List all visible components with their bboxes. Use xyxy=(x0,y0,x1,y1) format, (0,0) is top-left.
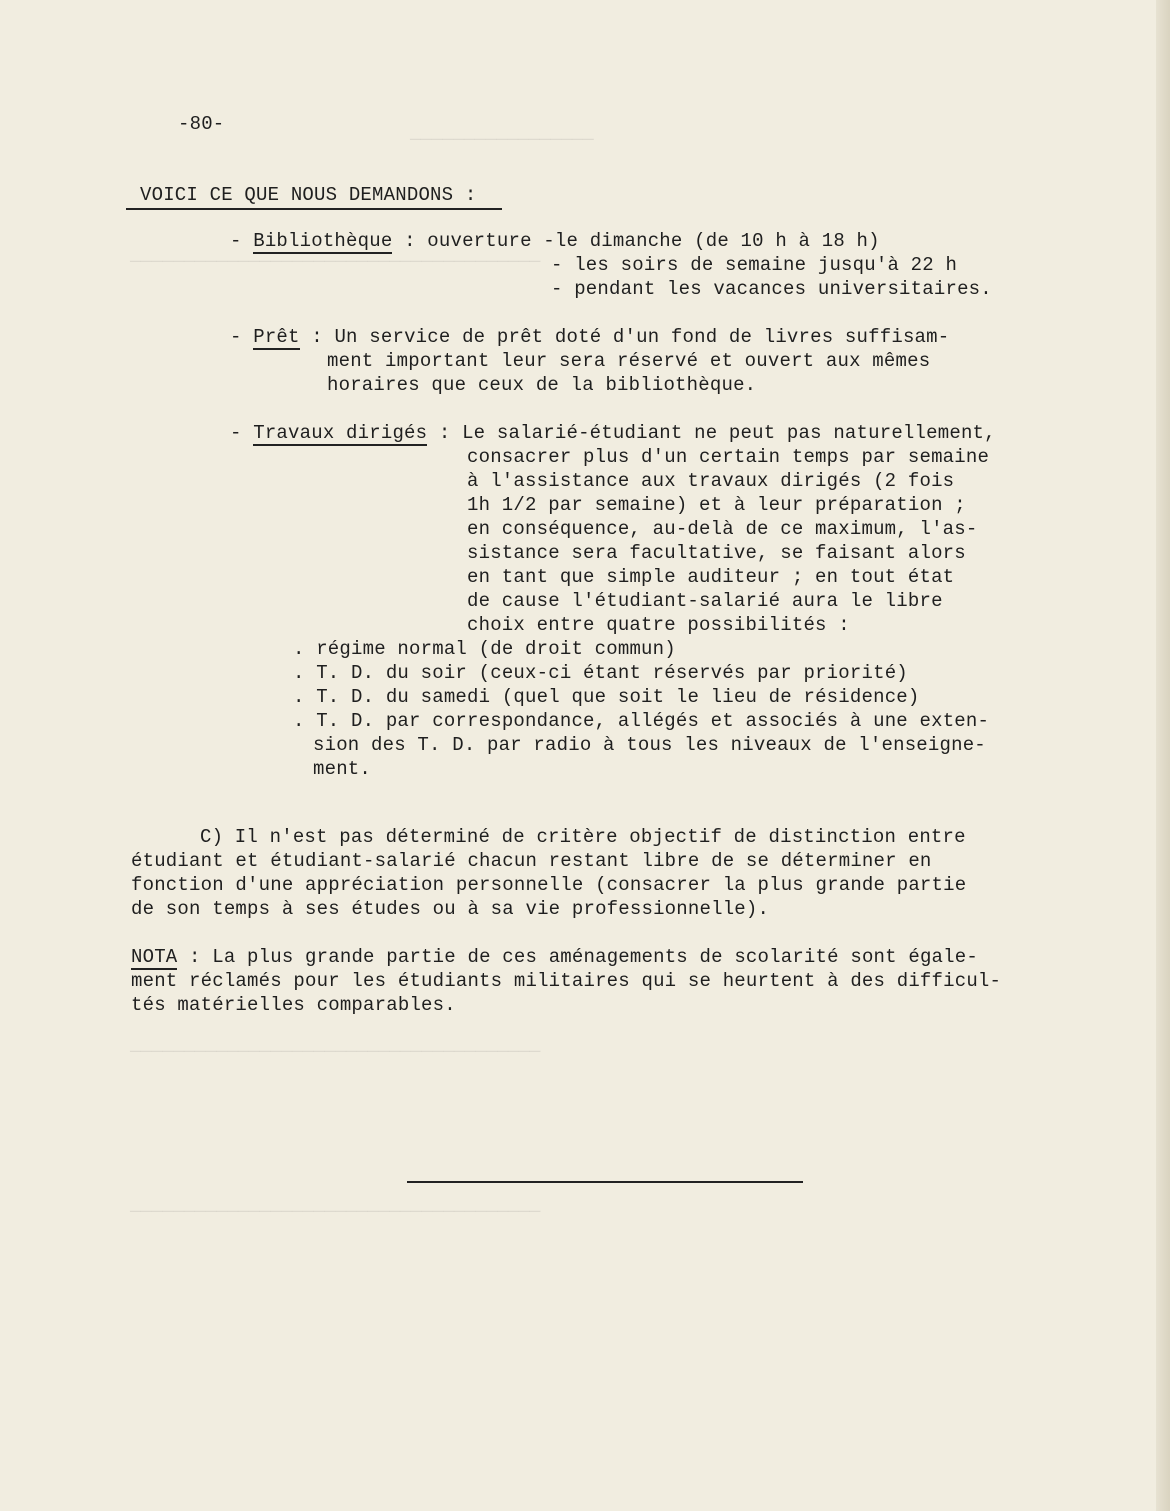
travaux-line: à l'assistance aux travaux dirigés (2 fois xyxy=(467,470,955,492)
show-through-text: —————————————————————————————————————— xyxy=(130,252,541,272)
paragraph-c-line: étudiant et étudiant-salarié chacun restant libre de se déterminer en xyxy=(131,850,932,872)
option-continuation: ment. xyxy=(313,758,372,780)
nota-item xyxy=(131,945,978,969)
option-item: . régime normal (de droit commun) xyxy=(293,638,676,660)
bibliotheque-line: - les soirs de semaine jusqu'à 22 h xyxy=(551,254,958,276)
travaux-line: : Le salarié-étudiant ne peut pas naturellement, xyxy=(438,422,996,444)
paragraph-c-line: de son temps à ses études ou à sa vie professionnelle). xyxy=(131,898,770,920)
bibliotheque-item xyxy=(230,229,880,253)
option-item: . T. D. par correspondance, allégés et associés à une exten- xyxy=(293,710,990,732)
page-heading: VOICI CE QUE NOUS DEMANDONS : xyxy=(140,184,477,206)
travaux-line: 1h 1/2 par semaine) et à leur préparation ; xyxy=(467,494,966,516)
travaux-line: de cause l'étudiant-salarié aura le libre xyxy=(467,590,943,612)
dash: - xyxy=(230,326,254,348)
option-item: . T. D. du soir (ceux-ci étant réservés par priorité) xyxy=(293,662,908,684)
option-item: . T. D. du samedi (quel que soit le lieu de résidence) xyxy=(293,686,920,708)
travaux-line: choix entre quatre possibilités : xyxy=(467,614,850,636)
nota-label: NOTA xyxy=(131,946,178,968)
travaux-line: sistance sera facultative, se faisant alors xyxy=(467,542,966,564)
page-number: -80- xyxy=(178,113,225,135)
dash: - xyxy=(230,422,254,444)
travaux-line: en conséquence, au-delà de ce maximum, l'as- xyxy=(467,518,978,540)
bibliotheque-label: Bibliothèque xyxy=(253,230,393,252)
pret-item xyxy=(230,325,949,349)
travaux-line: consacrer plus d'un certain temps par semaine xyxy=(467,446,990,468)
pret-line: horaires que ceux de la bibliothèque. xyxy=(327,374,757,396)
show-through-text: ————————————————— xyxy=(410,130,594,150)
nota-line: ment réclamés pour les étudiants militaires qui se heurtent à des difficul- xyxy=(131,970,1002,992)
pret-label: Prêt xyxy=(253,326,300,348)
closing-rule xyxy=(407,1181,803,1183)
bibliotheque-line: - pendant les vacances universitaires. xyxy=(551,278,992,300)
page-edge xyxy=(1156,0,1170,1511)
paragraph-c-line: fonction d'une appréciation personnelle (consacrer la plus grande partie xyxy=(131,874,967,896)
paragraph-c-line: C) Il n'est pas déterminé de critère objectif de distinction entre xyxy=(200,826,966,848)
pret-line: ment important leur sera réservé et ouvert aux mêmes xyxy=(327,350,931,372)
bibliotheque-line: : ouverture -le dimanche (de 10 h à 18 h) xyxy=(404,230,880,252)
travaux-label: Travaux dirigés xyxy=(253,422,428,444)
travaux-line: en tant que simple auditeur ; en tout état xyxy=(467,566,955,588)
pret-line: : Un service de prêt doté d'un fond de livres suffisam- xyxy=(311,326,950,348)
nota-line: : La plus grande partie de ces aménagements de scolarité sont égale- xyxy=(189,946,978,968)
option-continuation: sion des T. D. par radio à tous les niveaux de l'enseigne- xyxy=(313,734,986,756)
dash: - xyxy=(230,230,254,252)
show-through-text: —————————————————————————————————————— xyxy=(130,1202,541,1222)
nota-line: tés matérielles comparables. xyxy=(131,994,456,1016)
heading-underline xyxy=(126,208,502,210)
show-through-text: —————————————————————————————————————— xyxy=(130,1042,541,1062)
travaux-item xyxy=(230,421,996,445)
